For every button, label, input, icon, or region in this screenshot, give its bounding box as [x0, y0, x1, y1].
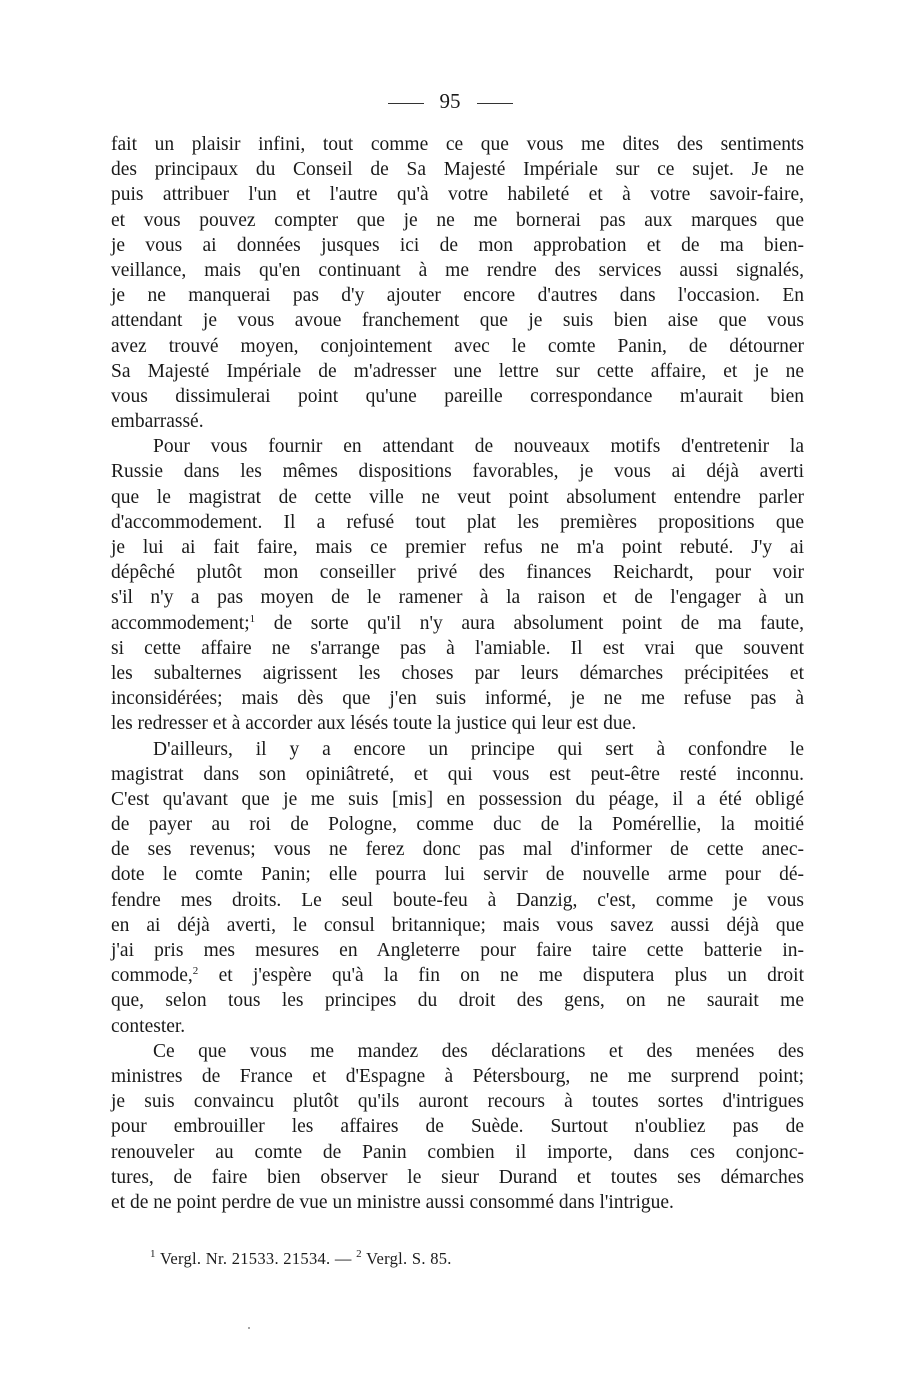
page-header: [0, 86, 900, 116]
text-line: je lui ai fait faire, mais ce premier refus ne m'a point rebuté. J'y ai: [111, 537, 804, 558]
text-line: les redresser et à accorder aux lésés toute la justice qui leur est due.: [111, 713, 637, 735]
text-line: [111, 611, 804, 636]
body-text: [111, 132, 804, 1215]
text-line: dote le comte Panin; elle pourra lui servir de nouvelle arme pour dé-: [111, 864, 804, 886]
text-line: que, selon tous les principes du droit des gens, on ne saurait me: [111, 990, 804, 1012]
text-line: embarrassé.: [111, 411, 204, 433]
header-rule-right: [477, 103, 513, 104]
text-line: d'accommodement. Il a refusé tout plat les premières propositions que: [111, 511, 804, 533]
text-line: Pour vous fournir en attendant de nouveaux motifs d'entretenir la: [153, 436, 804, 458]
line-segment: commode,: [111, 965, 193, 987]
text-line: s'il n'y a pas moyen de le ramener à la raison et de l'engager à un: [111, 587, 804, 609]
text-line: contester.: [111, 1015, 186, 1037]
text-line: et de ne point perdre de vue un ministre aussi consommé dans l'intrigue.: [111, 1191, 674, 1213]
text-line: renouveler au comte de Panin combien il importe, dans ces conjonc-: [111, 1141, 804, 1163]
text-line: je ne manquerai pas d'y ajouter encore d'autres dans l'occasion. En: [111, 285, 804, 307]
header-rule-left: [388, 103, 424, 104]
footnote-text: Vergl. S. 85.: [366, 1249, 452, 1268]
text-line: de payer au roi de Pologne, comme duc de la Pomérellie, la moitié: [111, 814, 804, 836]
text-line: ministres de France et d'Espagne à Pétersbourg, ne me surprend point;: [111, 1065, 804, 1087]
text-line: des principaux du Conseil de Sa Majesté Impériale sur ce sujet. Je ne: [111, 159, 804, 181]
text-line: [111, 963, 804, 988]
text-line: vous dissimulerai point qu'une pareille correspondance m'aurait bien: [111, 385, 804, 407]
text-line: magistrat dans son opiniâtreté, et qui vous est peut-être resté inconnu.: [111, 763, 804, 785]
footnote-mark: 2: [356, 1248, 362, 1260]
scan-speck: [248, 1327, 250, 1329]
text-line: C'est qu'avant que je me suis [mis] en possession du péage, il a été obligé: [111, 788, 804, 810]
text-line: je vous ai données jusques ici de mon approbation et de ma bien-: [111, 234, 804, 256]
text-line: je suis convaincu plutôt qu'ils auront recours à toutes sortes d'intrigues: [111, 1091, 804, 1113]
text-line: et vous pouvez compter que je ne me bornerai pas aux marques que: [111, 209, 804, 231]
text-line: pour embrouiller les affaires de Suède. Surtout n'oubliez pas de: [111, 1116, 804, 1138]
footnote-mark: 1: [150, 1248, 156, 1260]
text-line: puis attribuer l'un et l'autre qu'à votre habileté et à votre savoir-faire,: [111, 184, 804, 206]
text-line: avez trouvé moyen, conjointement avec le comte Panin, de détourner: [111, 335, 804, 357]
text-line: dépêché plutôt mon conseiller privé des finances Reichardt, pour voir: [111, 562, 804, 584]
text-line: tures, de faire bien observer le sieur Durand et toutes ses démarches: [111, 1166, 804, 1188]
text-line: attendant je vous avoue franchement que je suis bien aise que vous: [111, 310, 804, 332]
text-line: inconsidérées; mais dès que j'en suis informé, je ne me refuse pas à: [111, 688, 804, 710]
text-line: fendre mes droits. Le seul boute-feu à Danzig, c'est, comme je vous: [111, 889, 804, 911]
footnotes: [150, 1247, 452, 1271]
line-segment: accommodement;: [111, 612, 250, 634]
footnote-ref: 1: [249, 612, 256, 625]
text-line: j'ai pris mes mesures en Angleterre pour faire taire cette batterie in-: [111, 940, 804, 961]
text-line: fait un plaisir infini, tout comme ce que vous me dites des sentiments: [111, 134, 804, 155]
text-line: en ai déjà averti, le consul britannique; mais vous savez aussi déjà que: [111, 914, 804, 936]
footnote-ref: 2: [192, 965, 199, 978]
text-line: si cette affaire ne s'arrange pas à l'amiable. Il est vrai que souvent: [111, 637, 804, 659]
text-line: veillance, mais qu'en continuant à me rendre des services aussi signalés,: [111, 259, 804, 281]
text-line: de ses revenus; vous ne ferez donc pas mal d'informer de cette anec-: [111, 839, 804, 861]
text-line: Sa Majesté Impériale de m'adresser une lettre sur cette affaire, et je ne: [111, 360, 804, 382]
line-segment: de sorte qu'il n'y aura absolument point de ma faute,: [273, 612, 804, 634]
footnote-text: Vergl. Nr. 21533. 21534. —: [159, 1249, 352, 1268]
text-line: Ce que vous me mandez des déclarations et des menées des: [153, 1040, 804, 1062]
text-line: Russie dans les mêmes dispositions favorables, je vous ai déjà averti: [111, 461, 804, 483]
line-segment: et j'espère qu'à la fin on ne me disputera plus un droit: [218, 965, 805, 987]
text-line: les subalternes aigrissent les choses par leurs démarches précipitées et: [111, 662, 804, 684]
text-line: que le magistrat de cette ville ne veut point absolument entendre parler: [111, 486, 804, 508]
page-number: 95: [439, 89, 461, 113]
text-line: D'ailleurs, il y a encore un principe qui sert à confondre le: [153, 738, 804, 760]
